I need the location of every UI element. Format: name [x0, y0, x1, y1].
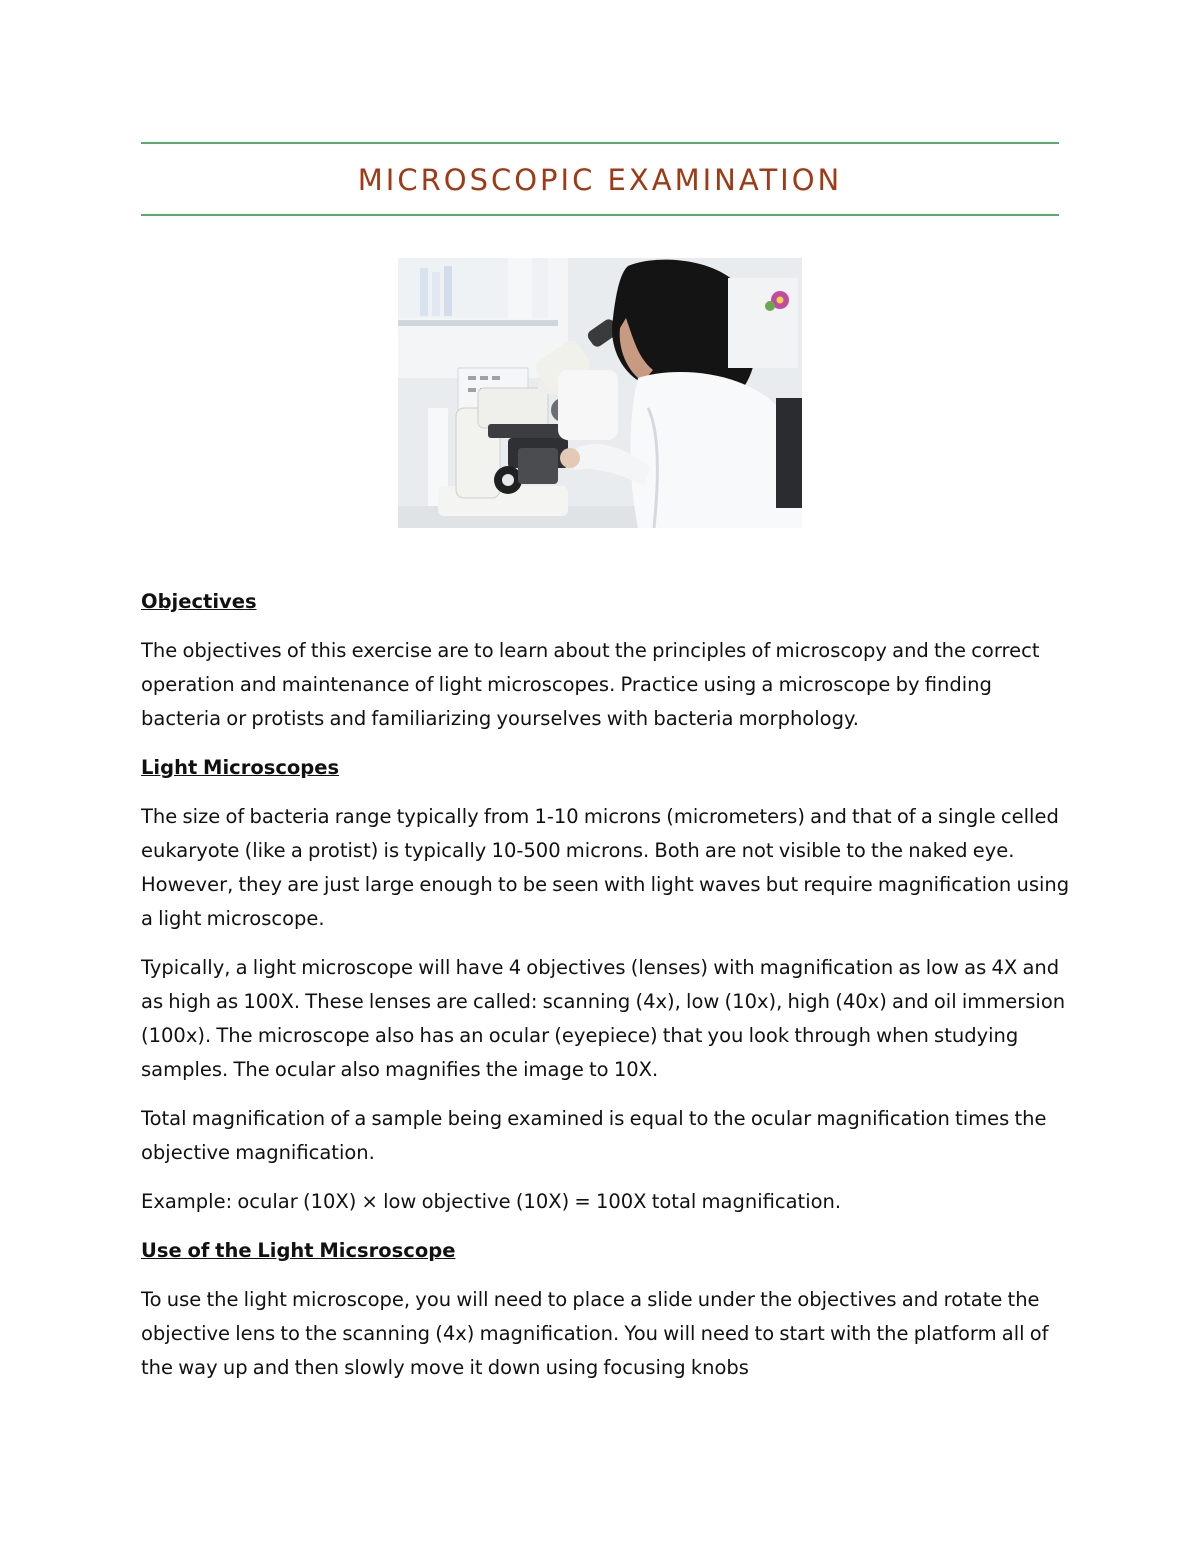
section-use-of-light-microscope [141, 1234, 1071, 1385]
lab-microscope-photo [398, 258, 802, 528]
section-heading: Light Microscopes [141, 756, 340, 779]
section-light-microscopes [141, 751, 1071, 1219]
section-objectives [141, 585, 1071, 736]
title-top-rule [141, 142, 1059, 144]
page-title: MICROSCOPIC EXAMINATION [357, 163, 843, 197]
paragraph: Example: ocular (10X) × low objective (10X) = 100X total magnification. [141, 1190, 842, 1213]
paragraph: Typically, a light microscope will have 4 objectives (lenses) with magnification as low as 4X and as high as 100X. These lenses are called: scanning (4x), low (10x), high (40x) and oil immersion (100x). The microscope also has an ocular (eyepiece) that you look through when studying samples. The ocular also magnifies the image to 10X. [141, 956, 1066, 1081]
section-heading: Use of the Light Micsroscope [141, 1239, 456, 1262]
paragraph: To use the light microscope, you will need to place a slide under the objectives and rotate the objective lens to the scanning (4x) magnification. You will need to start with the platform all of the way up and then slowly move it down using focusing knobs [141, 1288, 1049, 1379]
paragraph: Total magnification of a sample being examined is equal to the ocular magnification times the objective magnification. [141, 1107, 1047, 1164]
paragraph: The size of bacteria range typically from 1-10 microns (micrometers) and that of a single celled eukaryote (like a protist) is typically 10-500 microns. Both are not visible to the naked eye. However, they are just large enough to be seen with light waves but require magnification using a light microscope. [141, 805, 1070, 930]
title-bottom-rule [141, 214, 1059, 216]
paragraph: The objectives of this exercise are to learn about the principles of microscopy and the correct operation and maintenance of light microscopes. Practice using a microscope by finding bacteria or protists and familiarizing yourselves with bacteria morphology. [141, 639, 1040, 730]
document-body [141, 585, 1071, 1400]
section-heading: Objectives [141, 590, 257, 613]
